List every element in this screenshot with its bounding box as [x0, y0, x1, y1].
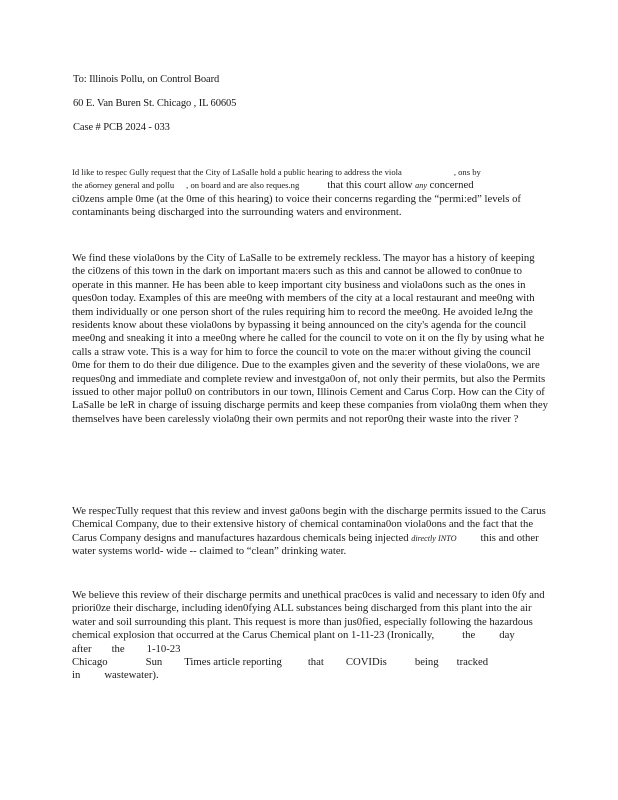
- paragraph-violations: We find these viola0ons by the City of LaSalle to be extremely reckless. The mayor has a history of keeping the ci0zens of this town in the dark on important ma:ers such as this and cannot be allowed to con0nue to operate in this manner. He has been able to keep important city business and viola0ons such as the ones in ques0on today. Examples of this are mee0ng with members of the city at a local restaurant and mee0ng with them individually or one person short of the rules requiring him to record the mee0ng. He avoided leJng the residents know about these viola0ons by bypassing it being announced on the city's agenda for the council mee0ng and sneaking it into a mee0ng where he called for the council to vote on it on the fly by using what he calls a straw vote. This is a way for him to force the council to vote on the ma:er without giving the council 0me for them to do their due diligence. Due to the examples given and the severity of these viola0ons, we are reques0ng and immediate and complete review and investga0on of, not only their permits, but also the Permits issued to other major pollu0 on contributors in our town, Illinois Cement and Carus Corp. How can the City of LaSalle be leR in charge of issuing discharge permits and keep these companies from viola0ng them when they themselves have been carelessly viola0ng their own permits and not repor0ng their waste into the river ?: [72, 252, 548, 425]
- recipient-line: To: Illinois Pollu, on Control Board: [73, 74, 220, 85]
- paragraph-hearing-request: Id like to respec Gully request that the City of LaSalle hold a public hearing to address the viola , ons by the a6orney general and pollu , on board and are also reques.ng that this court allow any concerned ci0zens ample 0me (at the 0me of this hearing) to voice their concerns regarding the “permi:ed” levels of contaminants being discharged into the surrounding waters and environment.: [72, 167, 521, 219]
- address-line: 60 E. Van Buren St. Chicago , IL 60605: [73, 98, 237, 109]
- paragraph-justification: We believe this review of their discharge permits and unethical prac0ces is valid and necessary to iden 0fy and priori0ze their discharge, including iden0fying ALL substances being discharged from this plant into the air water and soil surrounding this plant. This request is more than jus0fied, especially following the hazardous chemical explosion that occurred at the Carus Chemical plant on 1-11-23 (Ironically, the dayafter the 1-10-23 Chicago Sun Times article reporting that COVIDis being tracked in wastewater).: [72, 589, 545, 682]
- paragraph-review-request: We respecTully request that this review and invest ga0ons begin with the discharge permits issued to the Carus Chemical Company, due to their extensive history of chemical contamina0on viola0ons and the fact that the Carus Company designs and manufactures hazardous chemicals being injected directly INTO this and other water systems world- wide -- claimed to “clean” drinking water.: [72, 505, 546, 558]
- case-number-line: Case # PCB 2024 - 033: [73, 122, 170, 133]
